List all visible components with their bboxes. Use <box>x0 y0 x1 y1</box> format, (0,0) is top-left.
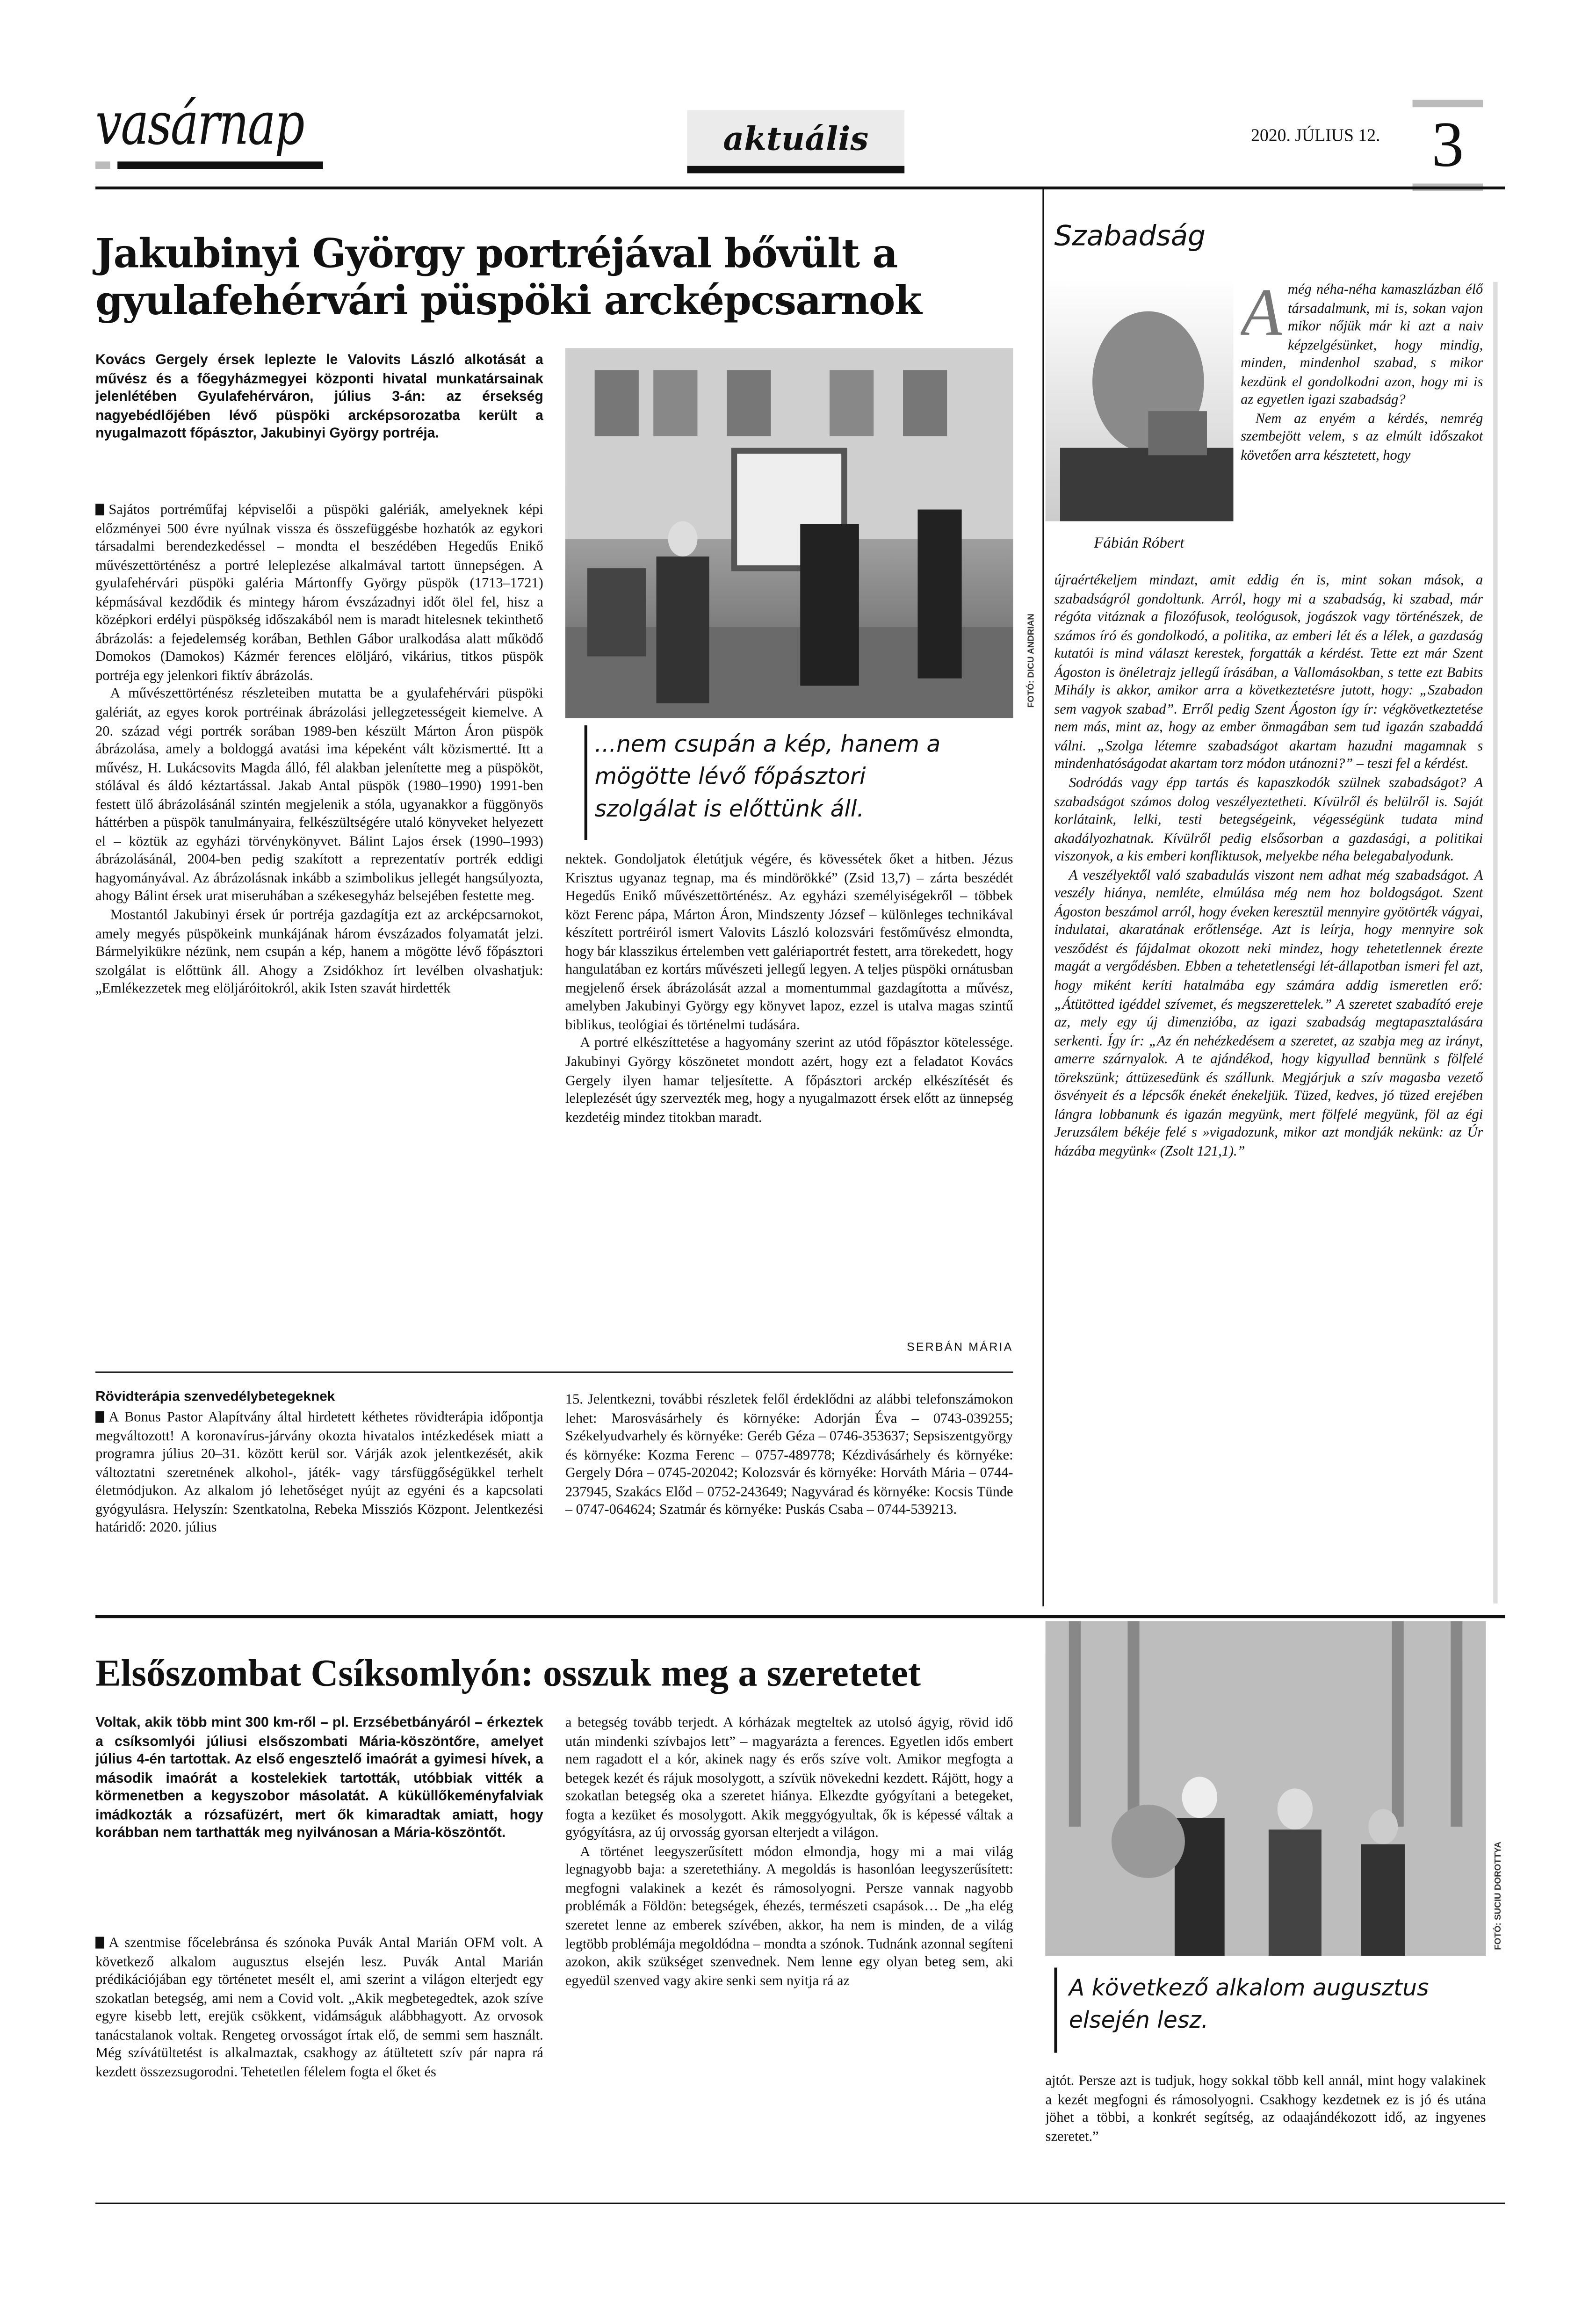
section-rule <box>95 1372 1013 1373</box>
paragraph: 15. Jelentkezni, további részletek felől érdeklődni az alábbi telefonszámokon lehet: Marosvásárhely és környéke: Adorján Éva – 0743-039255; Székelyudvarhely és környéke: Geréb Géza – 0746-353637; Sepsiszentgyörgy és környéke: Kozma Ferenc – 0757-489778; Kézdivásárhely és környéke: Gergely Dóra – 0745-202042; Kolozsvár és környéke: Horváth Mária – 0744-237945, Szakács Előd – 0752-243649; Nagyvárad és környéke: Kocsis Tünde – 0747-064624; Szatmár és környéke: Puskás Csaba – 0744-539213. <box>565 1392 1013 1519</box>
section-label: aktuális <box>687 110 904 173</box>
photo-credit: FOTÓ: DICU ANDRIAN <box>1027 614 1037 708</box>
notice-column-2 <box>565 1392 1013 1605</box>
paragraph-marker <box>95 1411 104 1423</box>
opinion-side-bar <box>1493 282 1497 1604</box>
procession-photo <box>1046 1621 1486 1956</box>
portrait-unveiling-photo <box>565 348 1013 718</box>
pull-quote: ...nem csupán a kép, hanem a mögötte lévő főpásztori szolgálat is előttünk áll. <box>594 731 941 823</box>
paragraph: Sodródás vagy épp tartás és kapaszkodók szülnek szabadságot? A szabadságot számos dolog veszélyeztetheti. Kívülről és belülről is. Saját korlátaink, lelki, testi betegségeink, végességünk tudata mind akadályozhatnak. Kívülről pedig elsősorban a gazdasági, a politikai viszonyok, a kis emberi konfliktusok, melyekbe néha belegabalyodunk. <box>1054 775 1483 866</box>
photo-illustration <box>1046 1621 1486 1956</box>
paragraph <box>95 502 543 687</box>
article-column-1 <box>95 502 543 1369</box>
footer-rule <box>95 2203 1505 2204</box>
photo-credit: FOTÓ: SUCIU DOROTTYA <box>1495 1842 1504 1950</box>
article-column-2 <box>565 1715 1013 2170</box>
author-photo <box>1046 279 1234 521</box>
article-column-2 <box>565 852 1013 1336</box>
paragraph: Mostantól Jakubinyi érsek úr portréja gazdagítja ezt az arcképcsarnokot, amely megyés püspökeink munkájának három évszázados folyamatát jelzi. Bármelyikükre nézünk, nem csupán a kép, hanem a mögötte lévő főpásztori szolgálat is előttünk áll. Ahogy a Zsidókhoz írt levélben olvashatjuk: „Emlékezzetek meg elöljáróitokról, akik Isten szavát hirdették <box>95 907 543 997</box>
paragraph <box>95 1409 543 1539</box>
masthead-logo: vasárnap <box>95 91 304 159</box>
photo-caption: A következő alkalom augusztus elsején lesz. <box>1069 1975 1429 2034</box>
article-column-3 <box>1046 2074 1486 2170</box>
paragraph: A művészettörténész részleteiben mutatta be a gyulafehérvári püspöki galériát, az egyes korok portréinak ábrázolási jellegzetességeit kiemelve. A 20. század végi portrék sorában 1989-ben készült Márton Áron püspök ábrázolása, amely a boldoggá avatási ima képeként vált közismertté. Itt a művész, H. Lukácsovits Magda álló, fél alakban jelenítette meg a püspököt, stólával és áldó kéztartással. Jakab Antal püspök (1980–1990) 1991-ben festett ülő ábrázolásánál szintén megjelenik a stóla, ugyanakkor a függönyös háttérben a püspök tanulmányaira, felkészültségére utaló könyveket helyezett el – köztük az egyházi törvénykönyvet. Bálint Lajos érsek (1990–1993) ábrázolásánál, 2004-ben pedig szakított a reprezentatív portrék eddigi hagyományával. Az ábrázolásnak inkább a szimbolikus jellegét hangsúlyozta, ahogy Bálint érsek urat miseruhában a székesegyház belsejében festette meg. <box>95 686 543 905</box>
opinion-intro <box>1241 282 1483 564</box>
article-headline: Elsőszombat Csíksomlyón: osszuk meg a szeretetet <box>95 1652 921 1695</box>
author-byline: SERBÁN MÁRIA <box>906 1340 1013 1354</box>
article-headline: Jakubinyi György portréjával bővült a gyulafehérvári püspöki arcképcsarnok <box>95 232 922 325</box>
drop-cap: A <box>1241 282 1282 350</box>
paragraph-marker <box>95 504 104 515</box>
paragraph-marker <box>95 1937 104 1949</box>
opinion-body <box>1054 573 1483 1608</box>
page-number: 3 <box>1413 100 1483 191</box>
header-rule <box>95 187 1505 189</box>
paragraph <box>95 1935 543 2082</box>
logo-decoration <box>95 161 110 169</box>
opinion-author: Fábián Róbert <box>1094 536 1184 552</box>
paragraph: A portré elkészíttetése a hagyomány szerint az utód főpásztor kötelessége. Jakubinyi György köszönetet mondott azért, hogy ezt a feladatot Kovács Gergely ilyen hamar teljesítette. A főpásztori arckép elkészítését és leleplezését úgy szervezték meg, hogy a nyugalmazott érsek előtt az ünnepség kezdetéig mindez titokban maradt. <box>565 1036 1013 1126</box>
issue-date: 2020. JÚLIUS 12. <box>1251 124 1380 145</box>
notice-title: Rövidterápia szenvedélybetegeknek <box>95 1389 335 1405</box>
photo-illustration <box>565 348 1013 718</box>
author-portrait <box>1046 279 1234 521</box>
opinion-title: Szabadság <box>1054 220 1206 253</box>
quote-bar <box>1054 1967 1057 2053</box>
paragraph: A veszélyektől való szabadulás viszont nem adhat még szabadságot. A veszély hiánya, nemléte, elmúlása még nem hoz boldogságot. Szent Ágoston beszámol arról, hogy éveken keresztül mennyire gyötörték vágyai, indulatai, akaratának erőtlensége. Azt is leírja, hogy mennyire sok vesződést és fájdalmat okozott neki mindez, hogy tehetetlennek érezte magát a vergődésben. Ebben a tehetetlenségi lét-állapotban ismeri fel azt, hogy miként keríti hatalmába egy számára addig ismeretlen erő: „Átütötted igéddel szívemet, és megszerettelek.” A szeretet szabadító ereje az, mely egy új dimenzióba, az igazi szabadság megtapasztalására serkenti. Így ír: „Az én nehézkedésem a szeretet, az szabja meg az irányt, amerre szárnyalok. A te ajándékod, hogy kigyullad bennünk s fölfelé törekszünk; áttüzesedünk és szállunk. Megjárjuk a szív magasba vezető ösvényeit és a lépcsők énekét énekeljük. Tüzed, kedves, jó tüzed erejében lángra lobbanunk és igazán megyünk, mert fölfelé megyünk, föl az égi Jeruzsálem békéje felé s »vigadozunk, mikor azt mondják nekünk: az Úr házába megyünk« (Zsolt 121,1).” <box>1054 867 1483 1160</box>
column-divider <box>1042 189 1044 1606</box>
paragraph: Nem az enyém a kérdés, nemrég szembejött velem, s az elmúlt időszakot követően arra késztetett, hogy <box>1241 411 1483 464</box>
article-lead: Kovács Gergely érsek leplezte le Valovits László alkotását a művész és a főegyházmegyei központi hivatal munkatársainak jelenlétében Gyulafehérváron, július 3-án: az érsekség nagyebédlőjében lévő püspöki arcképsorozatba került a nyugalmazott főpásztor, Jakubinyi György portréja. <box>95 352 543 442</box>
paragraph: A történet leegyszerűsített módon elmondja, hogy mi a mai világ legnagyobb baja: a szeretethiány. A megoldás is hasonlóan leegyszerűsített: megfogni valakinek a kezét és rámosolyogni. Persze vannak nagyobb problémák a Földön: betegségek, éhezés, természeti csapások… De „ha elég szeretet lenne az emberek szívében, akkor, ha nem is minden, de a világ legtöbb problémája megoldódna – mondta a szónok. Tudnánk azonnal segíteni azokon, akik szükséget szenvednek. Nem lenne egy olyan beteg sem, aki egyedül szenved vagy akire senki sem nyitja rá az <box>565 1844 1013 1989</box>
section-rule <box>95 1615 1505 1618</box>
notice-column-1 <box>95 1409 543 1603</box>
logo-underline <box>117 161 323 169</box>
paragraph: a betegség tovább terjedt. A kórházak megteltek az utolsó ágyig, rövid idő után mindenki szívbajos lett” – magyarázta a ferences. Egyetlen idős embert nem ragadott el a kór, akinek nagy és erős szíve volt. Amikor megfogta a betegek kezét és rájuk mosolygott, a szívük növekedni kezdett. Rájött, hogy a szokatlan betegség oka a szeretet hiánya. Elkezdte gyógyítani a betegeket, fogta a kezüket és mosolygott. Akik meggyógyultak, ők is képessé váltak a gyógyításra, az új orvosság gyorsan elterjedt a világon. <box>565 1715 1013 1842</box>
quote-bar <box>585 725 587 840</box>
article-lead: Voltak, akik több mint 300 km-ről – pl. Erzsébetbányáról – érkeztek a csíksomlyói júliusi elsőszombati Mária-köszöntőre, amelyet július 4-én tartottak. Az első engesztelő imaórát a gyimesi hívek, a második imaórát a kostelekiek tartották, utóbbiak vitték a körmenetben a kegyszobor másolatát. A küküllőkeményfalviak imádkozták a rózsafüzért, mert ők kimaradtak amiatt, hogy korábban nem tarthatták meg nyilvánosan a Mária-köszöntőt. <box>95 1715 543 1842</box>
paragraph-text: Sajátos portréműfaj képviselői a püspöki galériák, amelyeknek képi előzményei 500 évre nyúlnak vissza és összefüggésbe hozhatók az egykori társadalmi berendezkedéssel – mondta el beszédében Hegedűs Enikő művészettörténész a portré leleplezése alkalmával tartott ünnepségen. A gyulafehérvári püspöki galéria Mártonffy György püspök (1713–1721) képmásával kezdődik és mintegy három évszázadnyi időt ölel fel, hisz a középkori erdélyi püspökség időszakából nem is maradt hitelesnek tekinthető ábrázolás: a fejedelemség korában, Bethlen Gábor uralkodása alatt működő Domokos (Damokos) Kázmér ferences elöljáró, vikárius, titkos püspök portréja egy jelenkori fiktív ábrázolás. <box>95 502 543 684</box>
paragraph-text: A szentmise főcelebránsa és szónoka Puvák Antal Marián OFM volt. A következő alkalom augusztus elsején lesz. Puvák Antal Marián prédikációjában egy történetet mesélt el, ami szerint a világon elterjedt egy szokatlan betegség, ami nem a Covid volt. „Akik megbetegedtek, azok szíve egyre kisebb lett, erejük csökkent, vidámságuk alábbhagyott. Az orvosok tanácstalanok voltak. Rengeteg orvosságot írtak elő, de semmi sem használt. Még szívátültetést is alkalmaztak, csakhogy az átültetett szív pár napra rá kezdett összezsugorodni. Tehetetlen félelem fogta el őket és <box>95 1935 543 2081</box>
paragraph: nektek. Gondoljatok életútjuk végére, és kövessétek őket a hitben. Jézus Krisztus ugyanaz tegnap, ma és mindörökké” (Zsid 13,7) – zárta beszédét Hegedűs Enikő művészettörténész. Az egyházi személyiségekről – többek közt Ferenc pápa, Márton Áron, Mindszenty József – különleges technikával készített portréiról ismert Valovits László kolozsvári festőművész elmondta, hogy bár klasszikus értelemben vett galériaportrét festett, arra törekedett, hogy hangulatában ez kortárs művészeti jellegű legyen. A teljes püspöki ornátusban megjelenő érsek ábrázolását azzal a momentummal gazdagította a művész, amelyben Jakubinyi György egy könyvet lapoz, ezzel is utalva magas szintű biblikus, teológiai és történelmi tudására. <box>565 852 1013 1034</box>
paragraph: ajtót. Persze azt is tudjuk, hogy sokkal több kell annál, mint hogy valakinek a kezét megfogni és rámosolyogni. Csakhogy kezdetnek ez is jó és utána jöhet a többi, a konkrét segítség, az odaajándékozott idő, az ingyenes szeretet.” <box>1045 2073 1486 2145</box>
paragraph-text: A Bonus Pastor Alapítvány által hirdetett kéthetes rövidterápia időpontja megváltozott! A koronavírus-járvány okozta hivatalos intézkedések miatt a programra július 20–31. között kerül sor. Várják azok jelentkezését, akik változtatni szeretnének alkohol-, játék- vagy társfüggőségükkel terhelt életmódjukon. Az alkalom jó lehetőséget nyújt az egyéni és a kapcsolati gyógyulásra. Helyszín: Szentkatolna, Rebeka Missziós Központ. Jelentkezési határidő: 2020. július <box>95 1409 543 1537</box>
paragraph-text: még néha-néha kamaszlázban élő társadalmunk, mi is, sokan vajon mikor nőjük már ki azt a naiv képzelgésünket, hogy mindig, minden, mindenhol szabad, s mikor kezdünk el gondolkodni azon, hogy mi is az egyetlen igazi szabadság? <box>1241 282 1483 409</box>
article-column-1 <box>95 1935 543 2170</box>
paragraph: újraértékeljem mindazt, amit eddig én is, mint sokan mások, a szabadságról gondoltunk. Arról, hogy mi a szabadság, ki szabad, már régóta vitáznak a filozófusok, teológusok, jogászok vagy történészek, de számos író és gondolkodó, a politika, az emberi lét és a lélek, a gazdaság kutatói is mind választ kerestek, forgatták a kérdést. Tette ezt már Szent Ágoston is önéletrajz jellegű írásában, a Vallomásokban, s tette ezt Babits Mihály is akkor, amikor arra a következtetésre jutott, hogy: „Szabadon sem vagyok szabad”. Erről pedig Szent Ágoston így ír: végkövetkeztetése nem más, mint az, hogy az ember önmagában sem tud igazán szabaddá válni. „Szolga létemre szabadságot akartam hazudni magamnak s mindenhatóságodat akartam torz módon utánozni?” – teszi fel a kérdést. <box>1054 572 1483 773</box>
